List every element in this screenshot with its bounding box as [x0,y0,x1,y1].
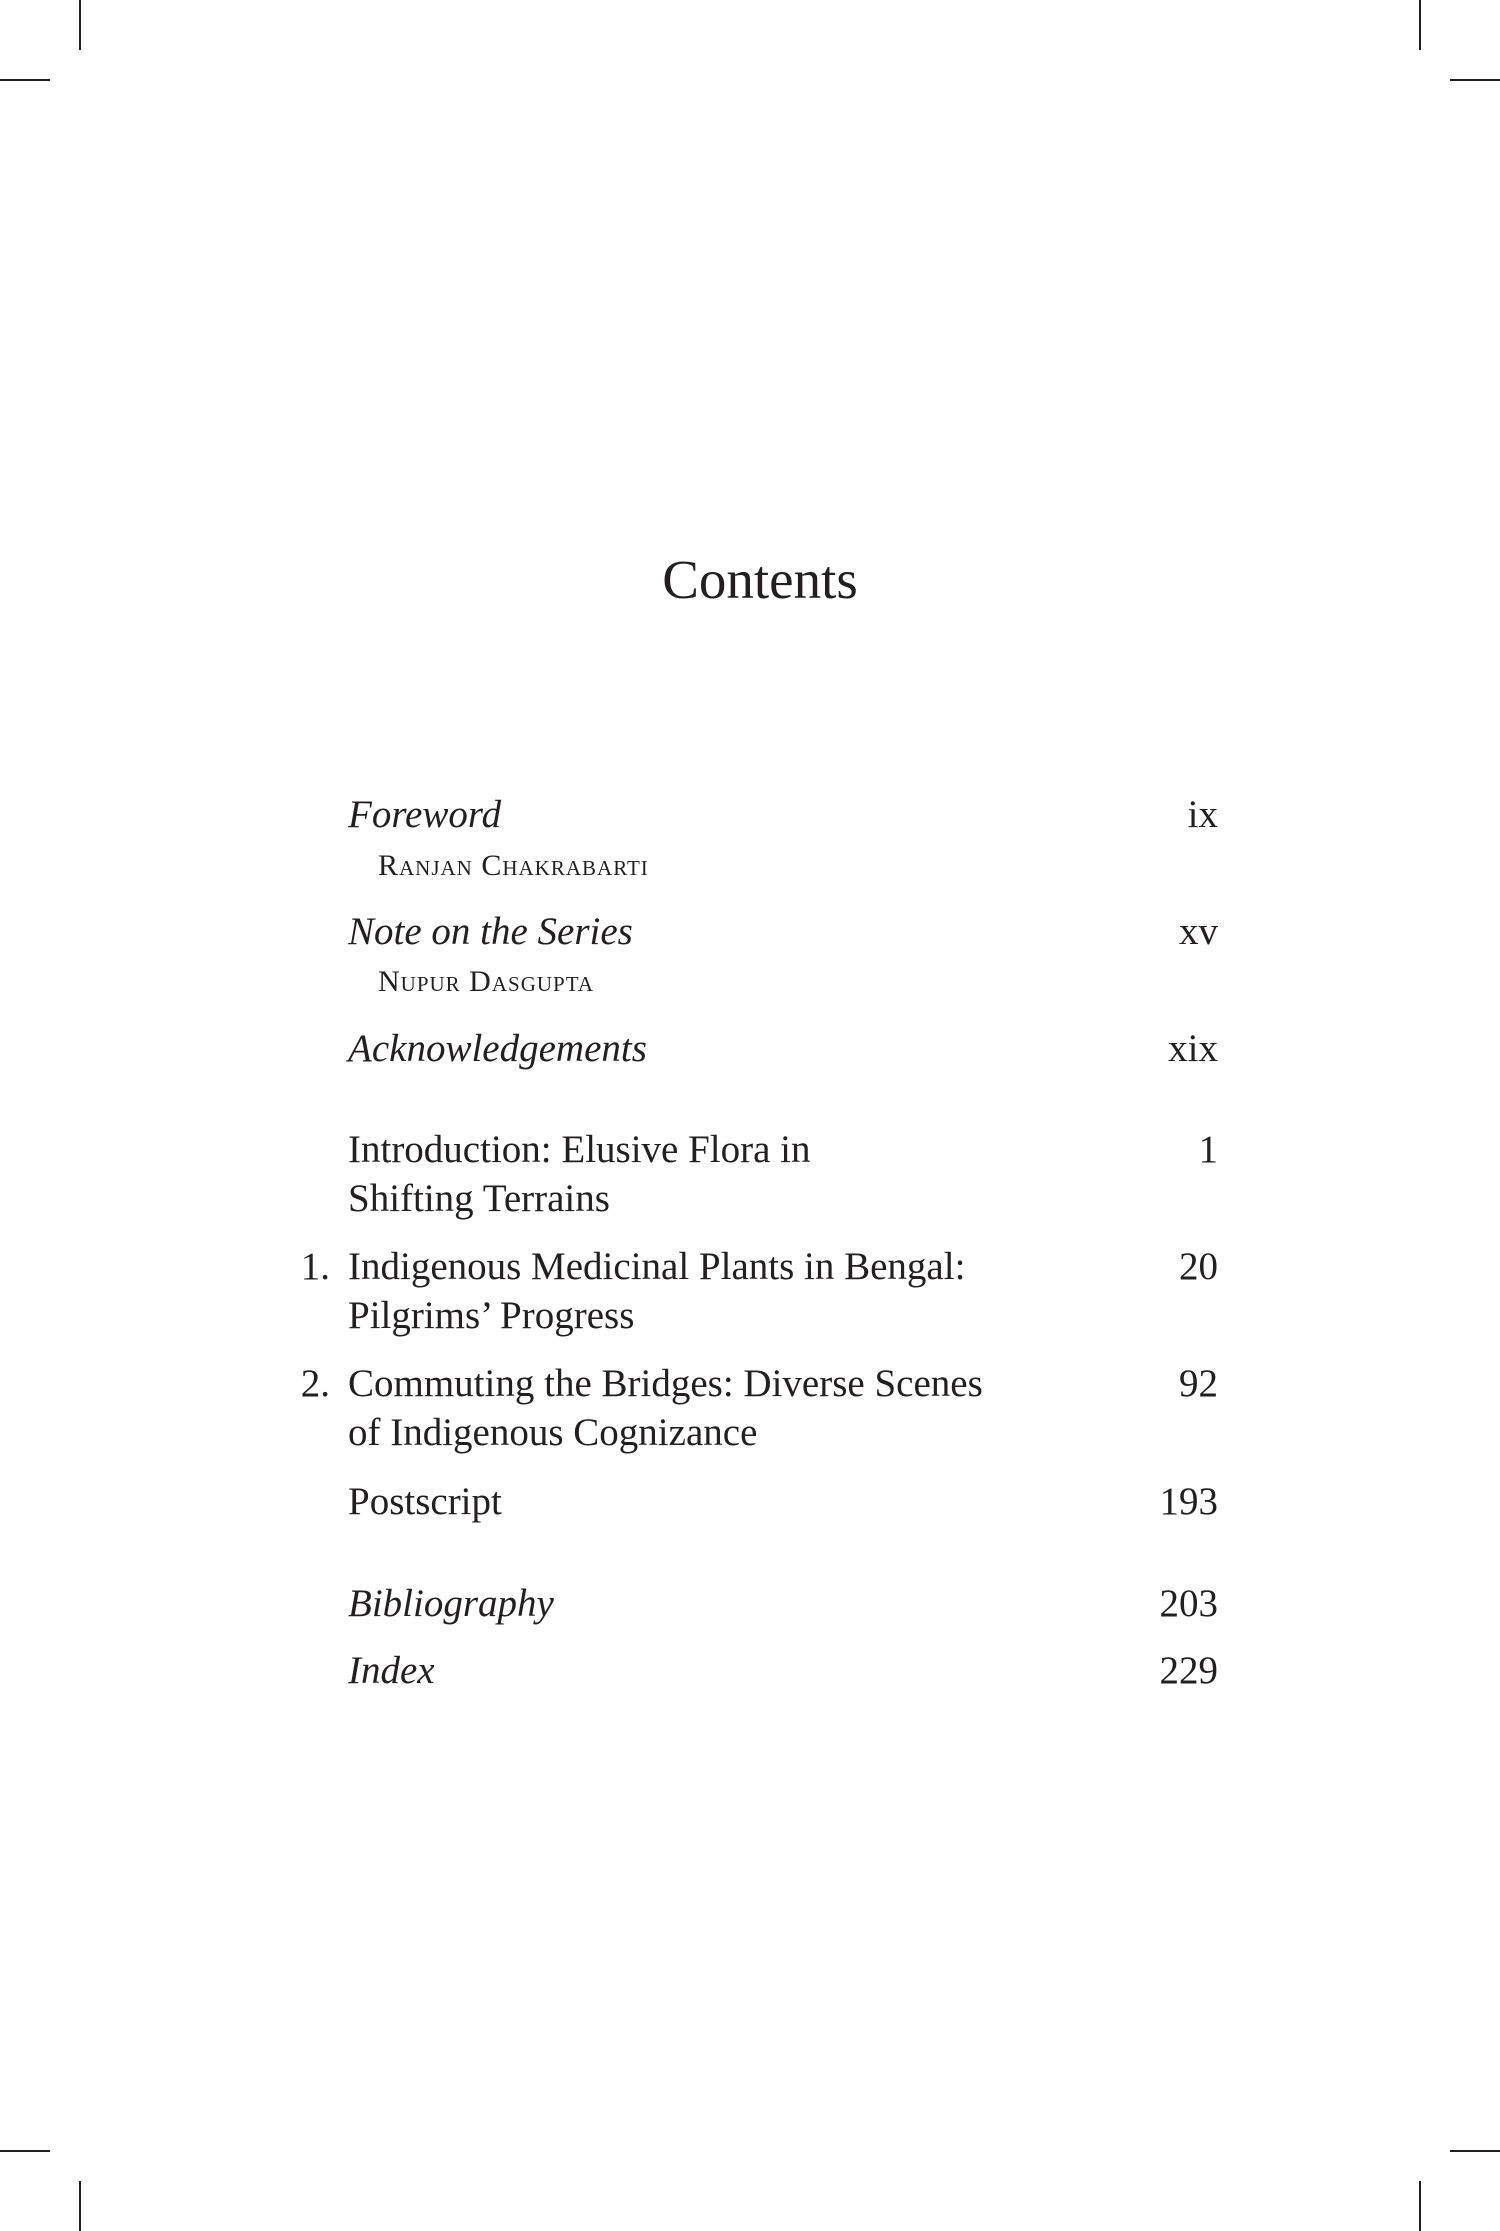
toc-entry-page: 229 [1159,1649,1218,1692]
toc-entry-label: Indigenous Medicinal Plants in Bengal: [348,1245,966,1288]
toc-entry-author: Ranjan Chakrabarti [378,849,649,882]
toc-entry-page: 20 [1179,1245,1218,1288]
toc-entry-label: Index [348,1649,435,1692]
toc-entry-label: Acknowledgements [348,1027,647,1070]
toc-entry-page: 92 [1179,1362,1218,1405]
toc-entry-page: ix [1187,793,1218,836]
toc-entry-page: 203 [1159,1582,1218,1625]
toc-entry-label-continued: Shifting Terrains [348,1177,610,1220]
toc-entry-page: xix [1168,1027,1218,1070]
toc-entry-label-continued: of Indigenous Cognizance [348,1411,758,1454]
toc-entry-page: 193 [1159,1480,1218,1523]
toc-entry-label: Introduction: Elusive Flora in [348,1128,811,1171]
toc-entry-page: xv [1179,910,1218,953]
toc-entry-label-continued: Pilgrims’ Progress [348,1294,635,1337]
toc-entry-label: Note on the Series [348,910,633,953]
page-title: Contents [662,549,858,610]
toc-entry-number: 2. [300,1362,330,1405]
toc-entry-author: Nupur Dasgupta [378,965,595,998]
toc-entry-page: 1 [1198,1128,1218,1171]
toc-entry-number: 1. [300,1245,330,1288]
toc-entry-label: Bibliography [348,1582,554,1625]
toc-entry-label: Postscript [348,1480,502,1523]
toc-entry-label: Foreword [348,793,502,836]
toc-entry-label: Commuting the Bridges: Diverse Scenes [348,1362,983,1405]
